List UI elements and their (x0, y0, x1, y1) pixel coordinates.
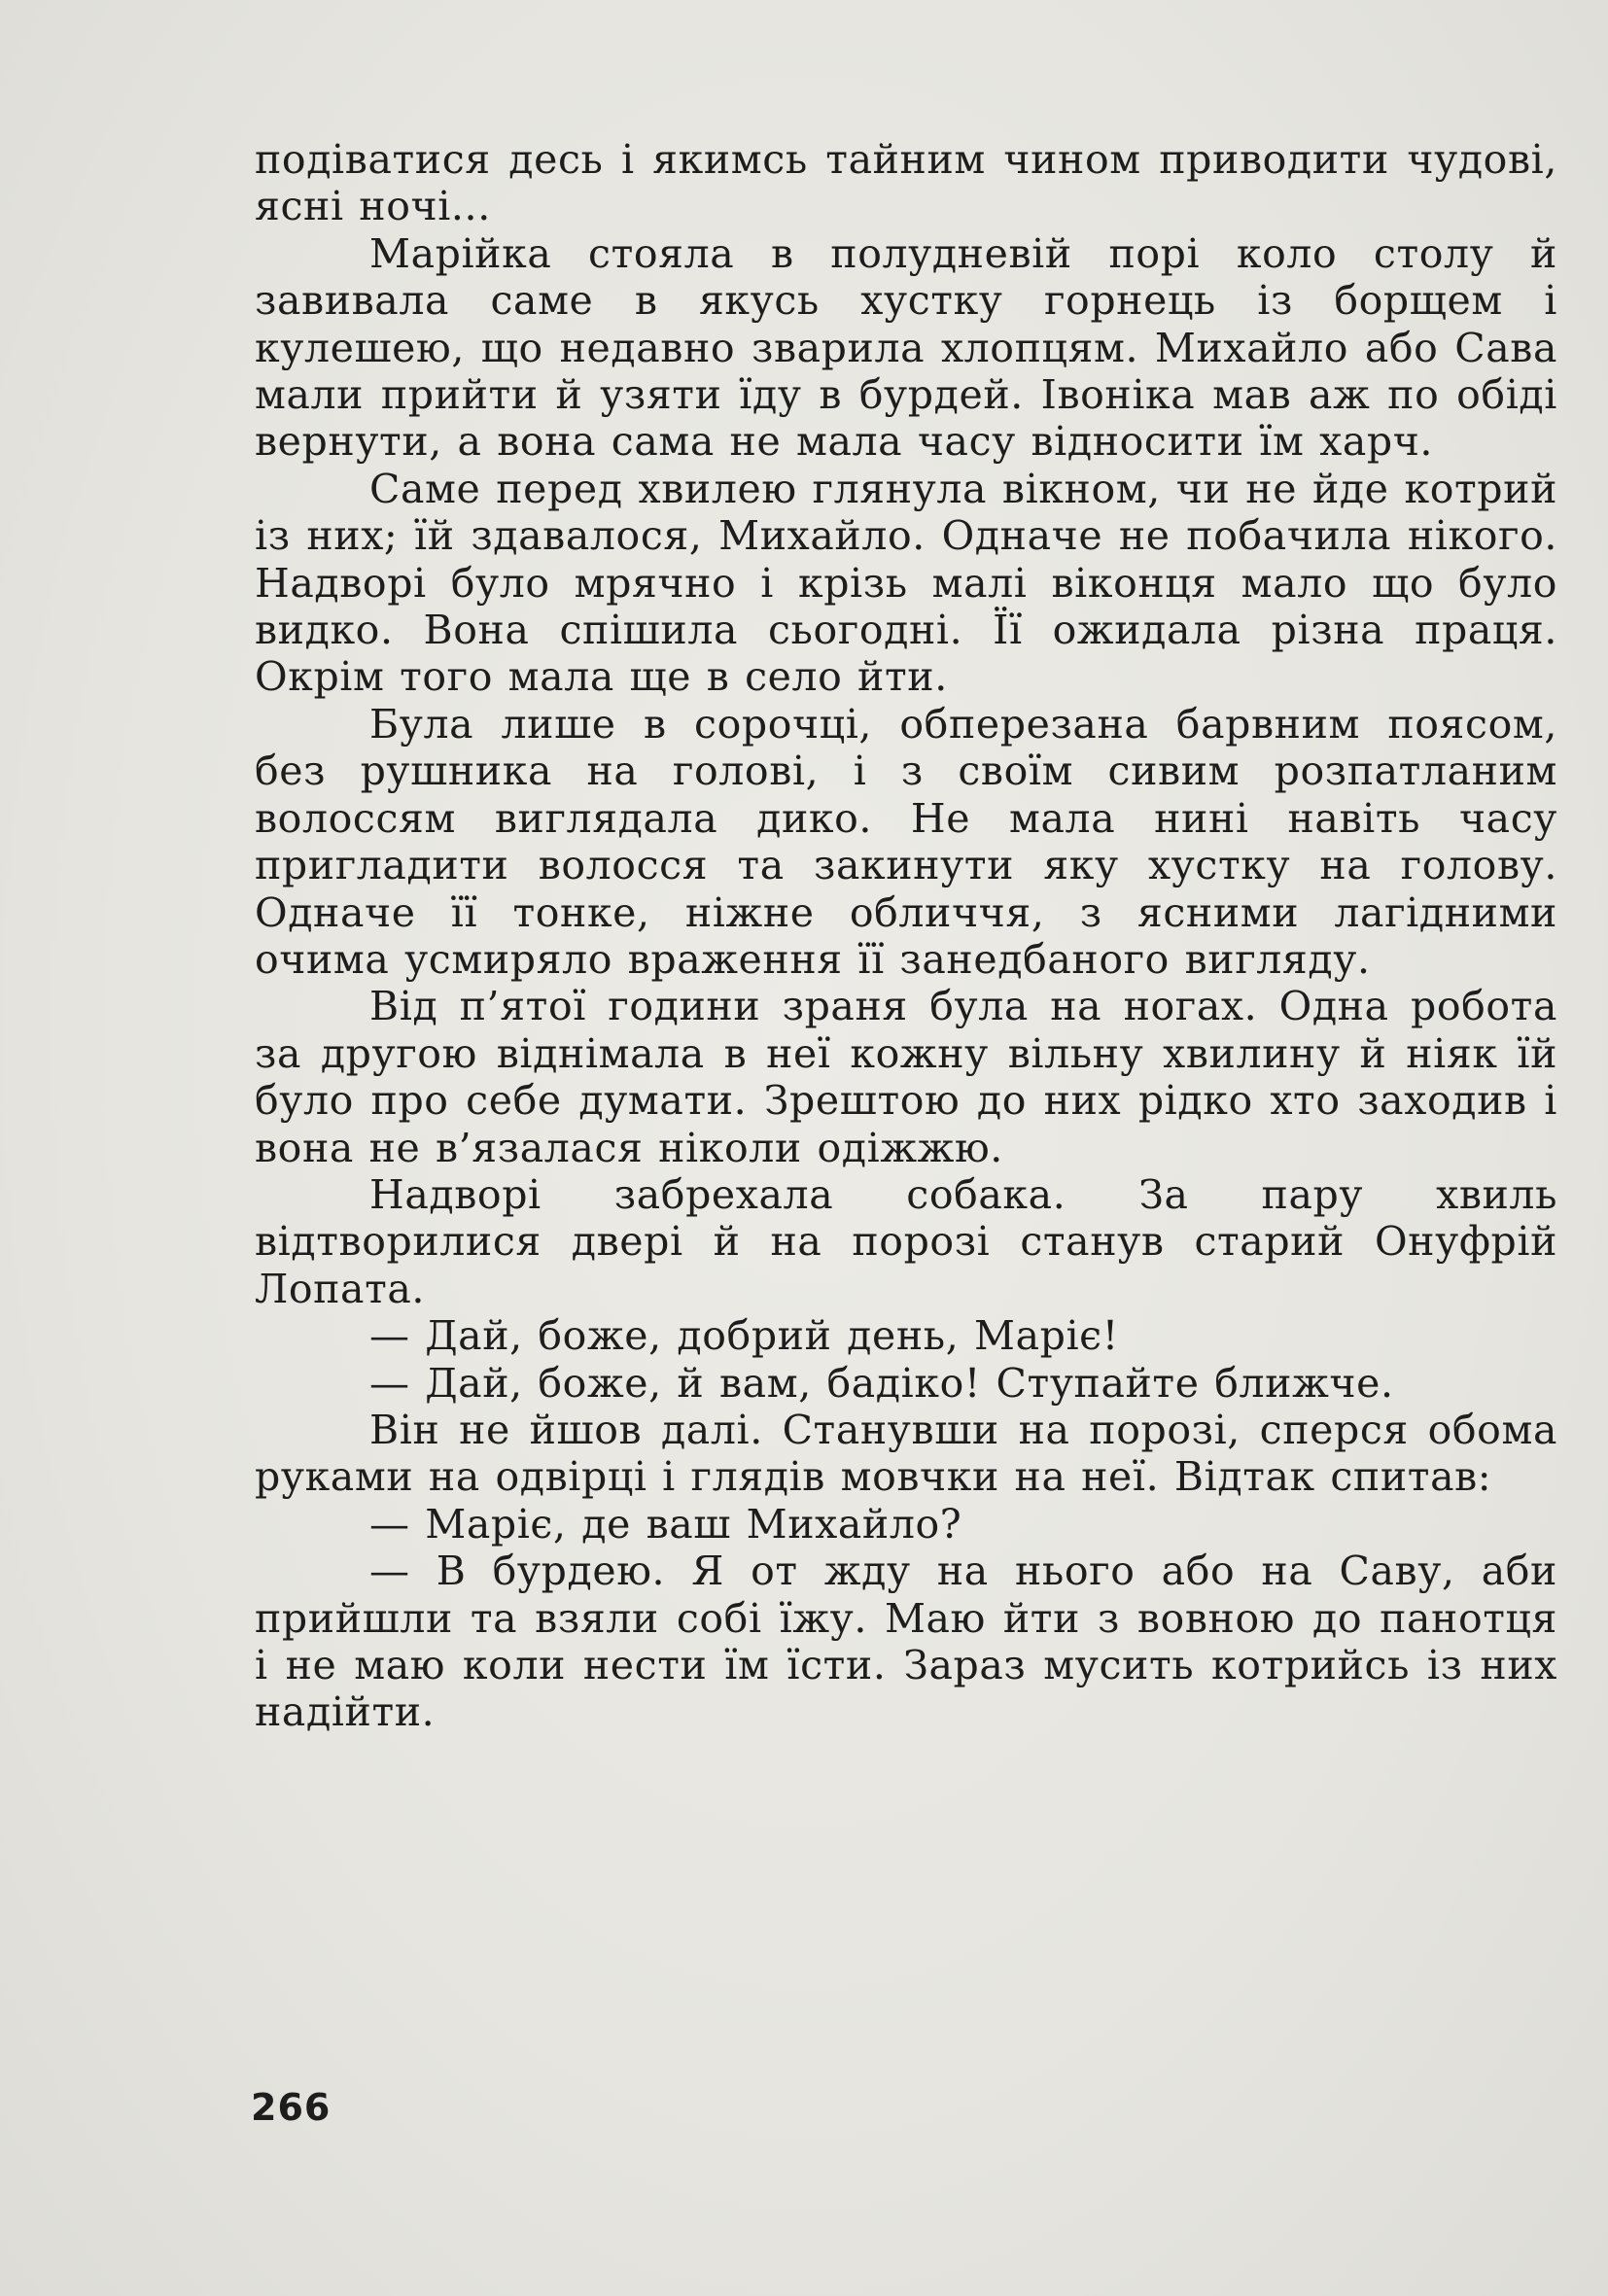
paragraph: Він не йшов далі. Станувши на порозі, сперся обома руками на одвірці і глядів мовчки на неї. Відтак спитав: (255, 1406, 1557, 1501)
paragraph: подіватися десь і якимсь тайним чином приводити чудові, ясні ночі... (255, 136, 1557, 230)
dialogue-line: — В бурдею. Я от жду на нього або на Саву, аби прийшли та взяли собі їжу. Маю йти з вовною до панотця і не маю коли нести їм їсти. Зараз мусить котрийсь із них надійти. (255, 1548, 1557, 1736)
dialogue-line: — Дай, боже, добрий день, Маріє! (369, 1312, 1119, 1360)
paragraph: Від п’ятої години зраня була на ногах. Одна робота за другою віднімала в неї кожну вільну хвилину й ніяк їй було про себе думати. Зрештою до них рідко хто заходив і вона не в’язалася ніколи одіжжю. (255, 983, 1557, 1171)
paragraph: Марійка стояла в полудневій порі коло столу й завивала саме в якусь хустку горнець із борщем і кулешею, що недавно зварила хлопцям. Михайло або Сава мали прийти й узяти їду в бурдей. Івоніка мав аж по обіді вернути, а вона сама не мала часу відносити їм харч. (255, 229, 1557, 466)
dialogue-line: — Маріє, де ваш Михайло? (369, 1500, 962, 1548)
paragraph: Була лише в сорочці, обперезана барвним поясом, без рушника на голові, і з своїм сивим розпатланим волоссям виглядала дико. Не мала нині навіть часу пригладити волосся та закинути яку хустку на голову. Одначе її тонке, ніжне обличчя, з ясними лагідними очима усмиряло враження її занедбаного вигляду. (255, 700, 1557, 983)
page-number: 266 (251, 2086, 332, 2129)
paragraph: Надворі забрехала собака. За пару хвиль відтворилися двері й на порозі станув старий Онуфрій Лопата. (255, 1170, 1557, 1312)
paragraph: Саме перед хвилею глянула вікном, чи не йде котрий із них; їй здавалося, Михайло. Одначе не побачила нікого. Надворі було мрячно і крізь малі віконця мало що було видко. Вона спішила сьогодні. Її ожидала різна праця. Окрім того мала ще в село йти. (255, 465, 1557, 701)
page-text (255, 136, 1557, 1736)
dialogue-line: — Дай, боже, й вам, бадіко! Ступайте ближче. (369, 1359, 1394, 1407)
